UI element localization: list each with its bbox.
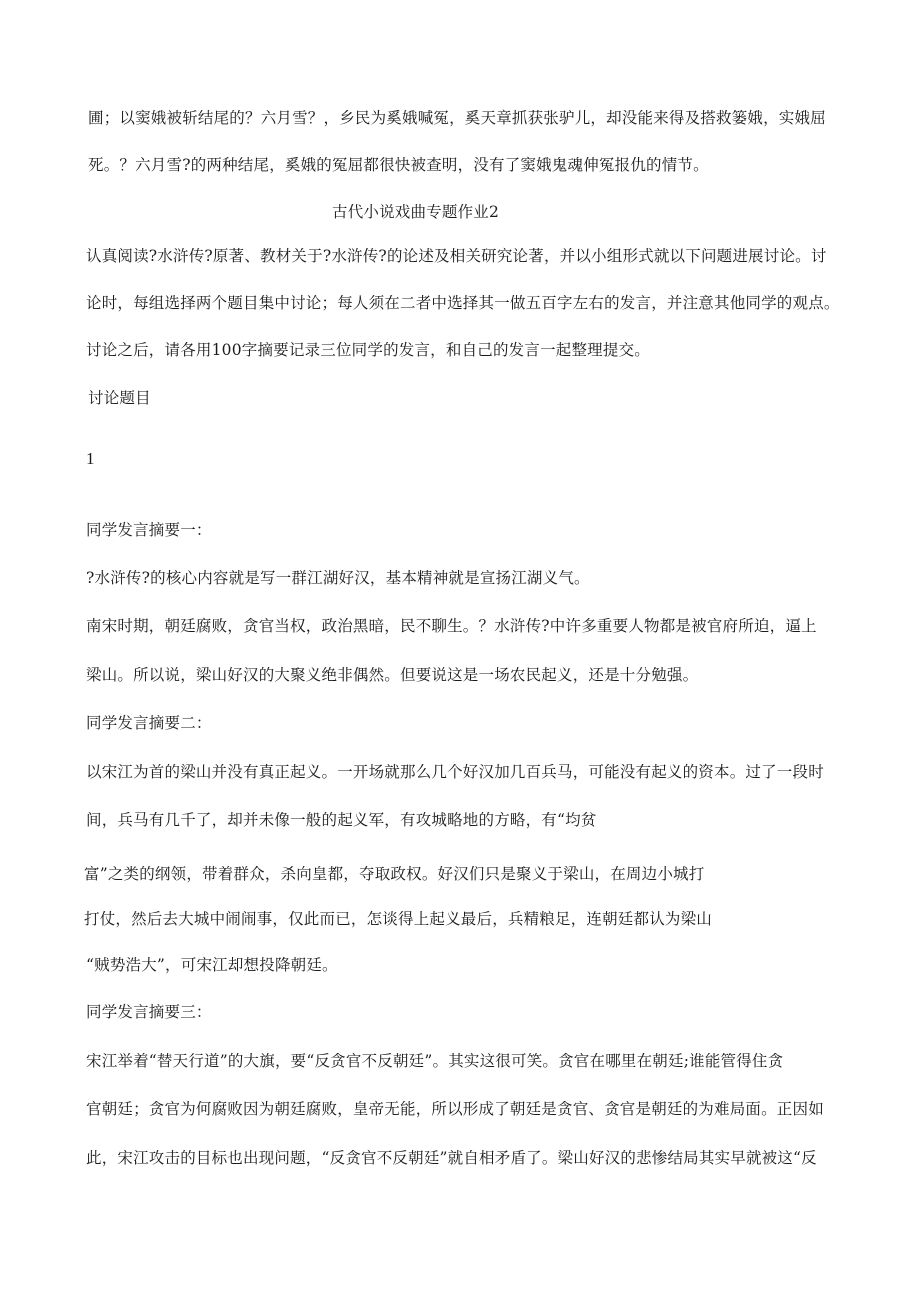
summary-1-line-1: ?水浒传?的核心内容就是写一群江湖好汉，基本精神就是宣扬江湖义气。 bbox=[86, 569, 590, 587]
assignment-title: 古代小说戏曲专题作业2 bbox=[332, 203, 500, 221]
summary-3-heading: 同学发言摘要三： bbox=[86, 1003, 212, 1021]
summary-2-line-4: 打仗，然后去大城中闹闹事，仅此而已，怎谈得上起义最后，兵精粮足，连朝廷都认为梁山 bbox=[84, 910, 713, 928]
summary-2-heading: 同学发言摘要二： bbox=[86, 714, 212, 732]
summary-2-line-3: 富”之类的纲领，带着群众，杀向皇都，夺取政权。好汉们只是聚义于梁山，在周边小城打 bbox=[84, 865, 705, 883]
summary-2-line-2: 间，兵马有几千了，却并未像一般的起义军，有攻城略地的方略，有“均贫 bbox=[86, 811, 597, 829]
summary-1-line-3: 梁山。所以说，梁山好汉的大聚义绝非偶然。但要说这是一场农民起义，还是十分勉强。 bbox=[86, 666, 699, 684]
summary-1-heading: 同学发言摘要一： bbox=[86, 521, 212, 539]
summary-2-line-5: “贼势浩大”，可宋江却想投降朝廷。 bbox=[86, 956, 338, 974]
summary-3-line-2: 官朝廷；贪官为何腐败因为朝廷腐败，皇帝无能，所以形成了朝廷是贪官、贪官是朝廷的为难局面。正因如 bbox=[86, 1100, 824, 1118]
intro-line-2: 死。？六月雪?的两种结尾，奚娥的冤屈都很快被查明，没有了窦娥鬼魂伸冤报仇的情节。 bbox=[88, 156, 709, 174]
topic-heading: 讨论题目 bbox=[88, 389, 151, 407]
topic-number: 1 bbox=[86, 449, 95, 468]
intro-line-1: 圃；以窦娥被斩结尾的？六月雪？，乡民为奚娥喊冤，奚天章抓获张驴儿，却没能来得及搭救篓娥，实娥屈 bbox=[88, 109, 826, 127]
summary-3-line-1: 宋江举着“替天行道”的大旗，要“反贪官不反朝廷”。其实这很可笑。贪官在哪里在朝廷;谁能管得住贪 bbox=[86, 1052, 784, 1070]
instruction-line-2: 论时，每组选择两个题目集中讨论；每人须在二者中选择其一做五百字左右的发言，并注意其他同学的观点。 bbox=[86, 294, 840, 312]
summary-1-line-2: 南宋时期，朝廷腐败，贪官当权，政治黑暗，民不聊生。？水浒传?中许多重要人物都是被官府所迫，逼上 bbox=[86, 617, 817, 635]
summary-2-line-1: 以宋江为首的梁山并没有真正起义。一开场就那么几个好汉加几百兵马，可能没有起义的资本。过了一段时 bbox=[86, 763, 824, 781]
instruction-line-3: 讨论之后，请各用100字摘要记录三位同学的发言，和自己的发言一起整理提交。 bbox=[86, 341, 650, 359]
instruction-line-1: 认真阅读?水浒传?原著、教材关于?水浒传?的论述及相关研究论著，并以小组形式就以下问题进展讨论。讨 bbox=[86, 247, 827, 265]
summary-3-line-3: 此，宋江攻击的目标也出现问题，“反贪官不反朝廷”就自相矛盾了。梁山好汉的悲惨结局其实早就被这“反 bbox=[86, 1149, 817, 1167]
